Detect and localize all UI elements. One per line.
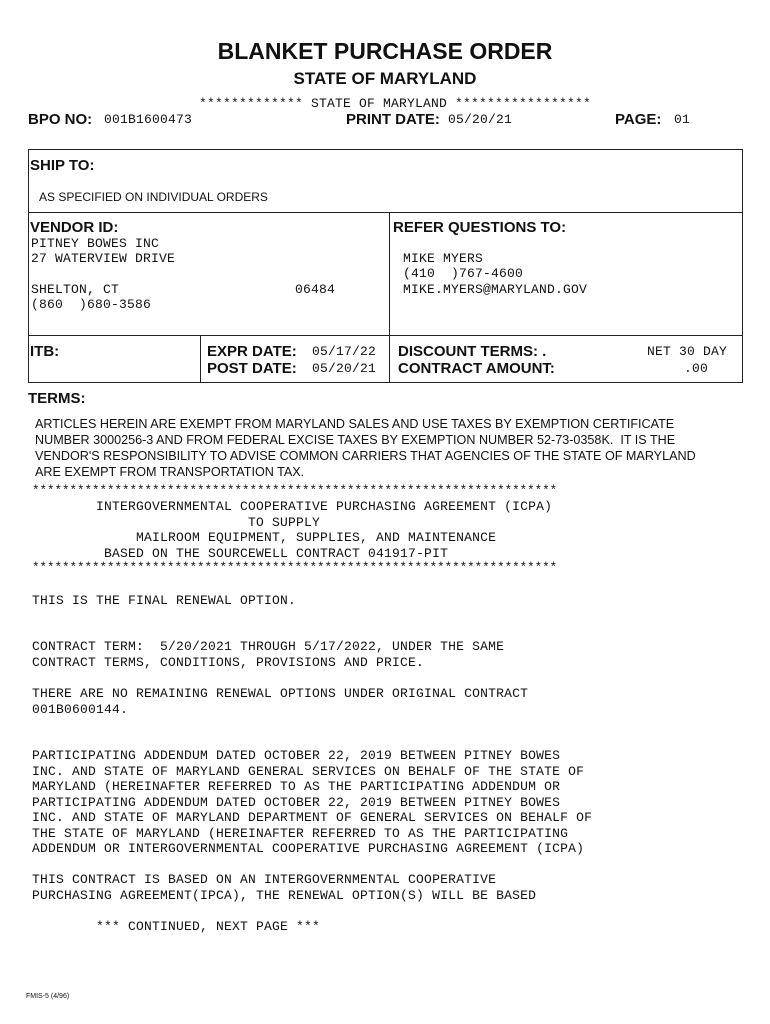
addendum-line: THE STATE OF MARYLAND (HEREINAFTER REFERRED TO AS THE PARTICIPATING	[32, 826, 569, 841]
ship-to-text: AS SPECIFIED ON INDIVIDUAL ORDERS	[39, 190, 268, 204]
continued-notice: *** CONTINUED, NEXT PAGE ***	[32, 919, 321, 934]
addendum-line: PARTICIPATING ADDENDUM DATED OCTOBER 22, 2019 BETWEEN PITNEY BOWES	[32, 748, 561, 763]
divider-vendor	[28, 335, 743, 336]
terms-line: NUMBER 3000256-3 AND FROM FEDERAL EXCISE TAXES BY EXEMPTION NUMBER 52-73-0358K. IT IS THE	[35, 433, 676, 447]
refer-questions-label: REFER QUESTIONS TO:	[393, 219, 567, 236]
header-banner: ************* STATE OF MARYLAND *****************	[198, 96, 592, 111]
vendor-name: PITNEY BOWES INC	[31, 236, 160, 251]
addendum-line: ADDENDUM OR INTERGOVERNMENTAL COOPERATIVE PURCHASING AGREEMENT (ICPA)	[32, 841, 585, 856]
icpa-line: TO SUPPLY	[32, 515, 321, 530]
based-on-line: THIS CONTRACT IS BASED ON AN INTERGOVERNMENTAL COOPERATIVE	[32, 872, 497, 887]
stars-divider-bottom: **********************************************************************	[32, 561, 558, 575]
contract-amount-label: CONTRACT AMOUNT:	[398, 360, 555, 377]
addendum-line: INC. AND STATE OF MARYLAND GENERAL SERVICES ON BEHALF OF THE STATE OF	[32, 764, 585, 779]
terms-label: TERMS:	[28, 390, 86, 407]
document-subtitle: STATE OF MARYLAND	[293, 69, 477, 88]
vendor-street: 27 WATERVIEW DRIVE	[31, 251, 176, 266]
form-box	[28, 149, 743, 383]
stars-divider-top: **********************************************************************	[32, 484, 558, 498]
print-date-value: 05/20/21	[448, 112, 513, 127]
icpa-line: MAILROOM EQUIPMENT, SUPPLIES, AND MAINTENANCE	[32, 530, 497, 545]
contact-name: MIKE MYERS	[403, 251, 484, 266]
contract-term-line: CONTRACT TERM: 5/20/2021 THROUGH 5/17/2022, UNDER THE SAME	[32, 639, 505, 654]
ship-to-label: SHIP TO:	[30, 157, 95, 174]
document-title: BLANKET PURCHASE ORDER	[217, 38, 553, 64]
vendor-phone: (860 )680-3586	[31, 297, 152, 312]
no-renewal-line: THERE ARE NO REMAINING RENEWAL OPTIONS UNDER ORIGINAL CONTRACT	[32, 686, 529, 701]
terms-line: VENDOR'S RESPONSIBILITY TO ADVISE COMMON CARRIERS THAT AGENCIES OF THE STATE OF MARYLAND	[35, 449, 696, 463]
expr-date-label: EXPR DATE:	[207, 343, 297, 360]
contract-term-line: CONTRACT TERMS, CONDITIONS, PROVISIONS AND PRICE.	[32, 655, 425, 670]
itb-label: ITB:	[30, 343, 60, 360]
based-on-line: PURCHASING AGREEMENT(IPCA), THE RENEWAL OPTION(S) WILL BE BASED	[32, 888, 537, 903]
divider-vertical-itb	[200, 335, 201, 383]
icpa-line: BASED ON THE SOURCEWELL CONTRACT 041917-PIT	[32, 546, 449, 561]
divider-ship-to	[28, 212, 743, 213]
divider-vertical-main	[389, 212, 390, 383]
expr-date-value: 05/17/22	[312, 344, 377, 359]
bpo-number: 001B1600473	[104, 112, 193, 127]
contact-phone: (410 )767-4600	[403, 266, 524, 281]
contact-email: MIKE.MYERS@MARYLAND.GOV	[403, 282, 588, 297]
addendum-line: MARYLAND (HEREINAFTER REFERRED TO AS THE PARTICIPATING ADDENDUM OR	[32, 779, 561, 794]
page-label: PAGE:	[615, 111, 662, 128]
page-number: 01	[674, 112, 691, 127]
form-id: FMIS-5 (4/96)	[26, 993, 70, 1000]
vendor-zip: 06484	[295, 282, 336, 297]
terms-line: ARE EXEMPT FROM TRANSPORTATION TAX.	[35, 465, 305, 479]
vendor-id-label: VENDOR ID:	[30, 219, 119, 236]
no-renewal-line: 001B0600144.	[32, 702, 129, 717]
contract-amount-value: .00	[684, 361, 709, 376]
print-date-label: PRINT DATE:	[346, 111, 440, 128]
final-renewal-text: THIS IS THE FINAL RENEWAL OPTION.	[32, 593, 297, 608]
post-date-value: 05/20/21	[312, 361, 377, 376]
discount-terms-label: DISCOUNT TERMS: .	[398, 343, 547, 360]
addendum-line: PARTICIPATING ADDENDUM DATED OCTOBER 22, 2019 BETWEEN PITNEY BOWES	[32, 795, 561, 810]
discount-terms-value: NET 30 DAY	[647, 344, 728, 359]
vendor-city: SHELTON, CT	[31, 282, 120, 297]
bpo-label: BPO NO:	[28, 111, 93, 128]
post-date-label: POST DATE:	[207, 360, 297, 377]
addendum-line: INC. AND STATE OF MARYLAND DEPARTMENT OF GENERAL SERVICES ON BEHALF OF	[32, 810, 593, 825]
terms-line: ARTICLES HEREIN ARE EXEMPT FROM MARYLAND SALES AND USE TAXES BY EXEMPTION CERTIFICATE	[35, 417, 675, 431]
icpa-line: INTERGOVERNMENTAL COOPERATIVE PURCHASING AGREEMENT (ICPA)	[32, 499, 553, 514]
